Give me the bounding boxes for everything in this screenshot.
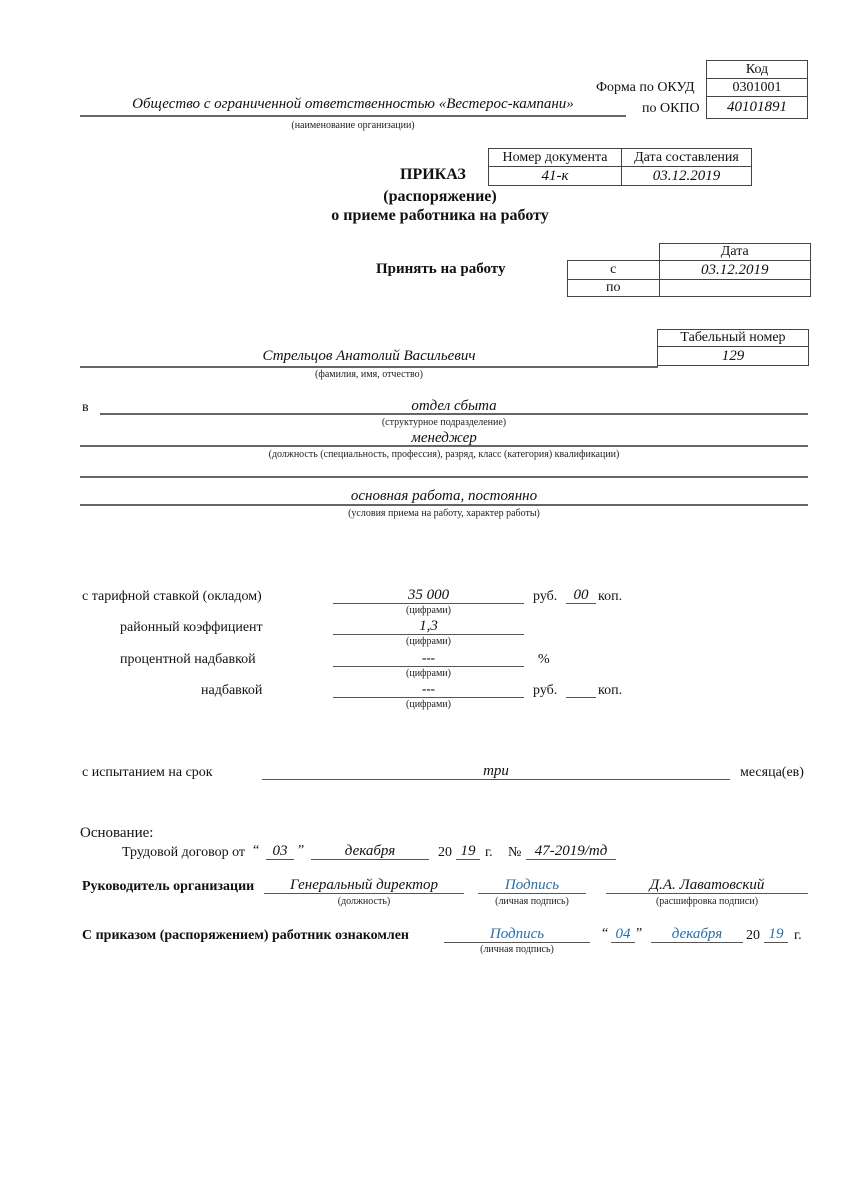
probation-value[interactable]: три: [483, 763, 509, 779]
acknowledge-year-suffix[interactable]: 19: [768, 926, 784, 942]
acknowledge-day[interactable]: 04: [615, 926, 631, 942]
department-underline: [100, 413, 808, 415]
contract-month-underline: [311, 859, 429, 860]
coefficient-underline: [333, 634, 524, 635]
hire-to-label: по: [568, 280, 660, 297]
bonus-underline: [333, 697, 524, 698]
employee-name[interactable]: Стрельцов Анатолий Васильевич: [262, 348, 476, 364]
rate-label: с тарифной ставкой (окладом): [82, 589, 262, 604]
percent-bonus-value[interactable]: ---: [422, 650, 435, 665]
rate-underline: [333, 603, 524, 604]
percent-bonus-label: процентной надбавкой: [120, 652, 256, 667]
head-signature-caption: (личная подпись): [495, 896, 569, 907]
okpo-label: по ОКПО: [642, 101, 700, 116]
rate-caption: (цифрами): [406, 605, 451, 616]
rate-kop-value[interactable]: 00: [573, 587, 589, 603]
bonus-label: надбавкой: [201, 683, 263, 698]
codes-table: [706, 60, 808, 119]
contract-year-underline: [456, 859, 480, 860]
contract-month[interactable]: декабря: [344, 843, 396, 859]
acknowledge-signature[interactable]: Подпись: [489, 926, 545, 942]
percent-bonus-caption: (цифрами): [406, 668, 451, 679]
contract-year-prefix: 20: [438, 845, 452, 860]
okud-value[interactable]: 0301001: [707, 79, 808, 97]
bonus-value[interactable]: ---: [422, 681, 435, 696]
position-underline: [80, 445, 808, 447]
basis-label: Основание:: [80, 825, 154, 841]
acknowledge-label: С приказом (распоряжением) работник ознакомлен: [82, 928, 409, 943]
hire-from-value[interactable]: 03.12.2019: [659, 261, 811, 280]
head-signature[interactable]: Подпись: [504, 877, 560, 893]
contract-number[interactable]: 47-2019/тд: [534, 843, 608, 859]
contract-open-quote: “: [253, 843, 260, 858]
acknowledge-day-underline: [611, 942, 635, 943]
bonus-kop-label: коп.: [598, 683, 623, 698]
employee-name-caption: (фамилия, имя, отчество): [315, 369, 423, 380]
head-name[interactable]: Д.А. Лаватовский: [649, 877, 765, 893]
hire-dates-table: [567, 243, 811, 297]
acknowledge-signature-underline: [444, 942, 590, 943]
probation-underline: [262, 779, 730, 780]
contract-label: Трудовой договор от: [122, 845, 246, 860]
okpo-value[interactable]: 40101891: [707, 97, 808, 119]
head-position-underline: [264, 893, 464, 894]
position-value[interactable]: менеджер: [411, 430, 477, 446]
acknowledge-signature-caption: (личная подпись): [480, 944, 554, 955]
acknowledge-open-quote: “: [602, 926, 609, 941]
okud-label: Форма по ОКУД: [596, 80, 695, 95]
department-caption: (структурное подразделение): [381, 417, 507, 428]
bonus-caption: (цифрами): [406, 699, 451, 710]
rate-rub-label: руб.: [533, 589, 558, 604]
rate-kop-underline: [566, 603, 596, 604]
contract-day[interactable]: 03: [272, 843, 288, 859]
tab-number-table: [657, 329, 809, 366]
bonus-kop-underline: [566, 697, 596, 698]
conditions-value[interactable]: основная работа, постоянно: [350, 488, 538, 504]
coefficient-value[interactable]: 1,3: [419, 618, 438, 634]
acknowledge-close-quote: ”: [636, 926, 643, 941]
hire-label: Принять на работу: [376, 261, 506, 277]
doc-number-header: Номер документа: [489, 149, 622, 167]
doc-date-header: Дата составления: [622, 149, 752, 167]
contract-day-underline: [266, 859, 294, 860]
rate-value[interactable]: 35 000: [407, 587, 450, 603]
conditions-underline: [80, 504, 808, 506]
percent-bonus-underline: [333, 666, 524, 667]
hire-date-header: Дата: [659, 244, 811, 261]
organization-name[interactable]: Общество с ограниченной ответственностью «Вестерос-кампани»: [132, 96, 574, 112]
contract-number-underline: [526, 859, 616, 860]
acknowledge-year-prefix: 20: [746, 928, 760, 943]
hire-to-value[interactable]: [659, 280, 811, 297]
acknowledge-year-unit: г.: [794, 928, 802, 943]
organization-caption: (наименование организации): [291, 120, 415, 131]
doc-number-value[interactable]: 41-к: [489, 167, 622, 186]
acknowledge-month[interactable]: декабря: [671, 926, 723, 942]
acknowledge-year-underline: [764, 942, 788, 943]
coefficient-label: районный коэффициент: [120, 620, 263, 635]
acknowledge-month-underline: [651, 942, 743, 943]
head-position[interactable]: Генеральный директор: [290, 877, 438, 893]
contract-year-unit: г.: [485, 845, 493, 860]
department-prefix: в: [82, 400, 89, 415]
employee-name-underline: [80, 366, 658, 368]
organization-underline: [80, 115, 626, 117]
department-value[interactable]: отдел сбыта: [411, 398, 497, 414]
position-extra-line: [80, 476, 808, 478]
head-position-caption: (должность): [337, 896, 391, 907]
tab-number-header: Табельный номер: [658, 330, 809, 347]
head-label: Руководитель организации: [82, 879, 255, 894]
title-description: о приеме работника на работу: [331, 207, 549, 224]
head-name-caption: (расшифровка подписи): [655, 896, 759, 907]
hire-empty-corner: [568, 244, 660, 261]
doc-date-value[interactable]: 03.12.2019: [622, 167, 752, 186]
title-prikaz: ПРИКАЗ: [400, 166, 466, 183]
bonus-rub-label: руб.: [533, 683, 558, 698]
title-subtitle: (распоряжение): [383, 188, 497, 205]
conditions-caption: (условия приема на работу, характер работы): [348, 508, 540, 519]
probation-label: с испытанием на срок: [82, 765, 213, 780]
head-name-underline: [606, 893, 808, 894]
coefficient-caption: (цифрами): [406, 636, 451, 647]
codes-header: Код: [707, 61, 808, 79]
document-number-table: [488, 148, 752, 186]
percent-sign: %: [538, 652, 550, 667]
tab-number-value[interactable]: 129: [658, 347, 809, 366]
position-caption: (должность (специальность, профессия), разряд, класс (категория) квалификации): [268, 449, 620, 460]
contract-close-quote: ”: [298, 843, 305, 858]
hire-from-label: с: [568, 261, 660, 280]
contract-number-sign: №: [508, 845, 522, 860]
probation-unit: месяца(ев): [740, 765, 804, 780]
head-signature-underline: [478, 893, 586, 894]
rate-kop-label: коп.: [598, 589, 623, 604]
contract-year-suffix[interactable]: 19: [460, 843, 476, 859]
